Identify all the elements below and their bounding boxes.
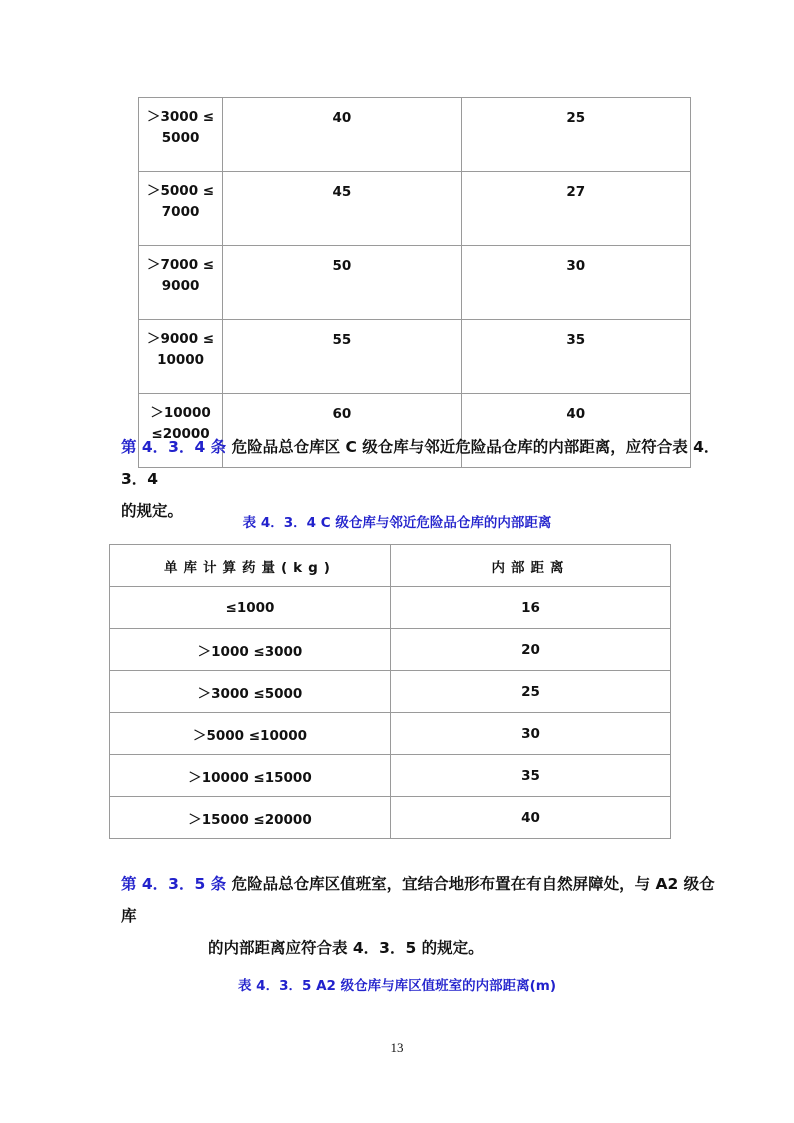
clause-text-line2: 的内部距离应符合表 4．3．5 的规定。 — [208, 939, 484, 957]
range-cell — [139, 246, 223, 320]
clause-number: 第 4．3．5 条 — [121, 875, 227, 893]
table-4-3-4 — [109, 544, 671, 839]
table-4-3-4-title: 表 4．3．4 C 级仓库与邻近危险品仓库的内部距离 — [242, 515, 552, 531]
range-line2: 7000 — [161, 204, 200, 220]
header-quantity: 单库计算药量(kg) — [110, 545, 391, 587]
table-4-3-5-title: 表 4．3．5 A2 级仓库与库区值班室的内部距离(m) — [237, 978, 557, 994]
clause-text-line2: 的规定。 — [121, 502, 184, 520]
range-line2: 10000 — [157, 352, 205, 368]
quantity-cell: ＞3000 ≤5000 — [110, 671, 391, 713]
distance-cell-1: 55 — [223, 320, 461, 394]
quantity-cell: ＞10000 ≤15000 — [110, 755, 391, 797]
distance-cell-2: 30 — [461, 246, 690, 320]
range-line1: ＞10000 — [150, 405, 211, 421]
table-body — [110, 545, 671, 839]
table-row — [110, 797, 671, 839]
quantity-cell: ＞1000 ≤3000 — [110, 629, 391, 671]
clause-text-line1: 危险品总仓库区值班室，宜结合地形布置在有自然屏障处，与 A2 级仓库 — [121, 875, 715, 925]
table-row — [110, 713, 671, 755]
range-line2: 5000 — [161, 130, 200, 146]
table-row — [110, 755, 671, 797]
quantity-cell: ≤1000 — [110, 587, 391, 629]
table-row — [110, 671, 671, 713]
range-cell — [139, 98, 223, 172]
distance-cell-2: 35 — [461, 320, 690, 394]
table-row — [139, 320, 691, 394]
range-line1: ＞3000 ≤ — [147, 109, 215, 125]
range-line1: ＞9000 ≤ — [147, 331, 215, 347]
header-distance: 内部距离 — [391, 545, 671, 587]
distance-cell: 25 — [391, 671, 671, 713]
table-row — [139, 98, 691, 172]
range-line1: ＞7000 ≤ — [147, 257, 215, 273]
table-row — [139, 172, 691, 246]
quantity-cell: ＞15000 ≤20000 — [110, 797, 391, 839]
distance-cell-1: 60 — [223, 394, 461, 468]
distance-cell-2: 25 — [461, 98, 690, 172]
table-row — [110, 587, 671, 629]
clause-text-line1: 危险品总仓库区 C 级仓库与邻近危险品仓库的内部距离，应符合表 4．3．4 — [121, 438, 720, 488]
range-cell — [139, 172, 223, 246]
table-row — [110, 629, 671, 671]
clause-4-3-5 — [121, 868, 721, 964]
distance-cell-2: 40 — [461, 394, 690, 468]
distance-cell: 16 — [391, 587, 671, 629]
table-row — [139, 246, 691, 320]
range-line2: ≤20000 — [151, 426, 210, 442]
distance-cell: 35 — [391, 755, 671, 797]
distance-cell-1: 45 — [223, 172, 461, 246]
distance-cell: 30 — [391, 713, 671, 755]
range-line2: 9000 — [161, 278, 200, 294]
distance-cell-1: 50 — [223, 246, 461, 320]
range-cell — [139, 320, 223, 394]
page-number: 13 — [390, 1040, 404, 1055]
quantity-cell: ＞5000 ≤10000 — [110, 713, 391, 755]
distance-cell-2: 27 — [461, 172, 690, 246]
distance-cell-1: 40 — [223, 98, 461, 172]
distance-table-continued — [138, 97, 691, 468]
distance-cell: 40 — [391, 797, 671, 839]
clause-number: 第 4．3．4 条 — [121, 438, 227, 456]
table-header-row — [110, 545, 671, 587]
table-body — [139, 98, 691, 468]
distance-cell: 20 — [391, 629, 671, 671]
range-line1: ＞5000 ≤ — [147, 183, 215, 199]
